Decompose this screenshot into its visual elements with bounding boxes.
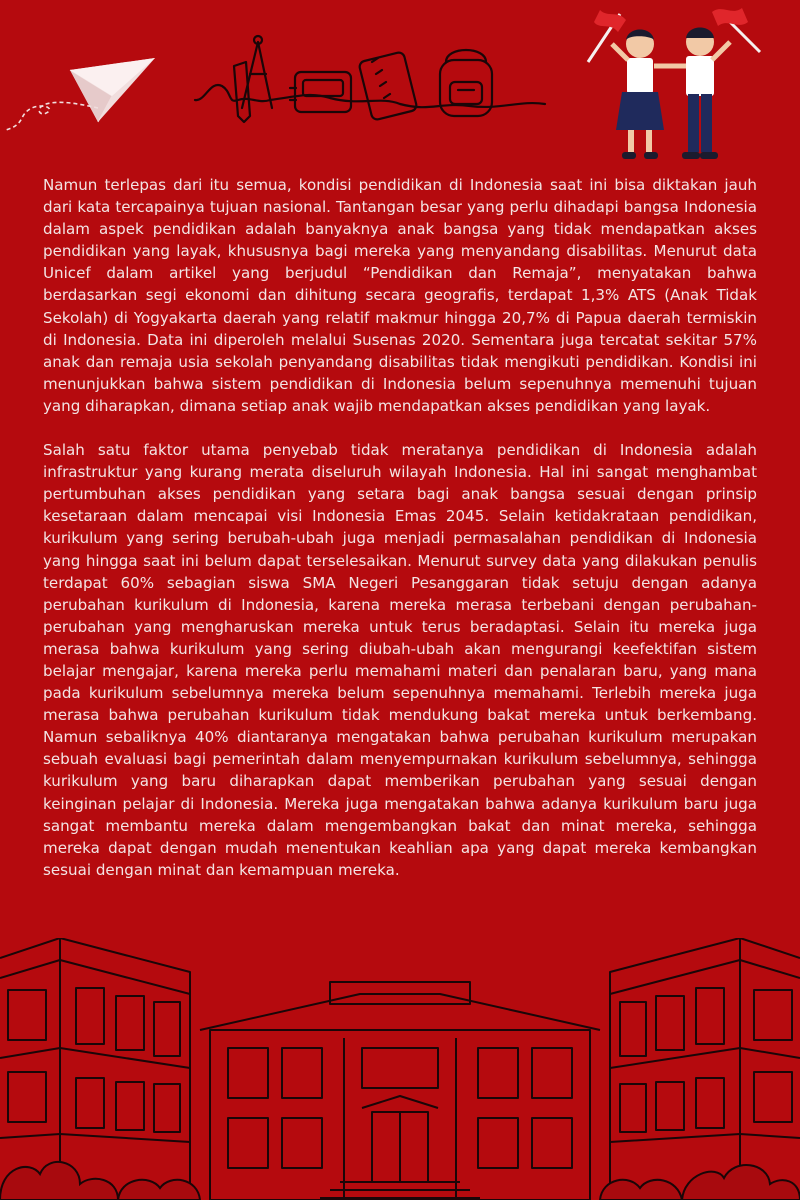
school-building-line-art: [0, 938, 800, 1200]
paragraph-1: Namun terlepas dari itu semua, kondisi pendidikan di Indonesia saat ini bisa diktakan jauh dari kata tercapainya tujuan nasional. Tantangan besar yang perlu dihadapi bangsa Indonesia dalam aspek pendidikan adalah banyaknya anak bangsa yang tidak mendapatkan akses pendidikan yang layak, khususnya bagi mereka yang menyandang disabilitas. Menurut data Unicef dalam artikel yang berjudul “Pendidikan dan Remaja”, menyatakan bahwa berdasarkan segi ekonomi dan dihitung secara geografis, terdapat 1,3% ATS (Anak Tidak Sekolah) di Yogyakarta daerah yang relatif makmur hingga 20,7% di Papua daerah termiskin di Indonesia. Data ini diperoleh melalui Susenas 2020. Sementara juga tercatat sekitar 57% anak dan remaja usia sekolah penyandang disabilitas tidak mengikuti pendidikan. Kondisi ini menunjukkan bahwa sistem pendidikan di Indonesia belum sepenuhnya memenuhi tujuan yang diharapkan, dimana setiap anak wajib mendapatkan akses pendidikan yang layak.: [43, 176, 757, 415]
article-body: [43, 174, 757, 881]
school-supplies-line-icons: [195, 36, 545, 122]
students-with-flags-illustration: [588, 8, 760, 159]
paper-plane-icon: [6, 58, 155, 130]
paragraph-2: Salah satu faktor utama penyebab tidak meratanya pendidikan di Indonesia adalah infrastruktur yang kurang merata diseluruh wilayah Indonesia. Hal ini sangat menghambat pertumbuhan akses pendidikan yang setara bagi anak bangsa sesuai dengan prinsip kesetaraan dalam mencapai visi Indonesia Emas 2045. Selain ketidakrataan pendidikan, kurikulum yang sering berubah-ubah juga menjadi permasalahan pendidikan di Indonesia yang hingga saat ini belum dapat terselesaikan. Menurut survey data yang dilakukan penulis terdapat 60% sebagian siswa SMA Negeri Pesanggaran tidak setuju dengan adanya perubahan kurikulum di Indonesia, karena mereka merasa terbebani dengan perubahan-perubahan yang mengharuskan mereka untuk terus beradaptasi. Selain itu mereka juga merasa bahwa kurikulum yang sering diubah-ubah akan mengurangi keefektifan sistem belajar mengajar, karena mereka perlu memahami materi dan penalaran baru, yang mana pada kurikulum sebelumnya mereka belum sepenuhnya memahami. Terlebih mereka juga merasa bahwa perubahan kurikulum tidak mendukung bakat mereka untuk berkembang. Namun sebaliknya 40% diantaranya mengatakan bahwa perubahan kurikulum merupakan sebuah evaluasi bagi pemerintah dalam menyempurnakan kurikulum sebelumnya, sehingga kurikulum yang baru diharapkan dapat memberikan perubahan yang sesuai dengan keinginan pelajar di Indonesia. Mereka juga mengatakan bahwa adanya kurikulum baru juga sangat membantu mereka dalam mengembangkan bakat dan minat mereka, sehingga mereka dapat dengan mudah menentukan keahlian apa yang dapat mereka kembangkan sesuai dengan minat dan kemampuan mereka.: [43, 441, 757, 879]
top-decoration: [0, 0, 800, 175]
